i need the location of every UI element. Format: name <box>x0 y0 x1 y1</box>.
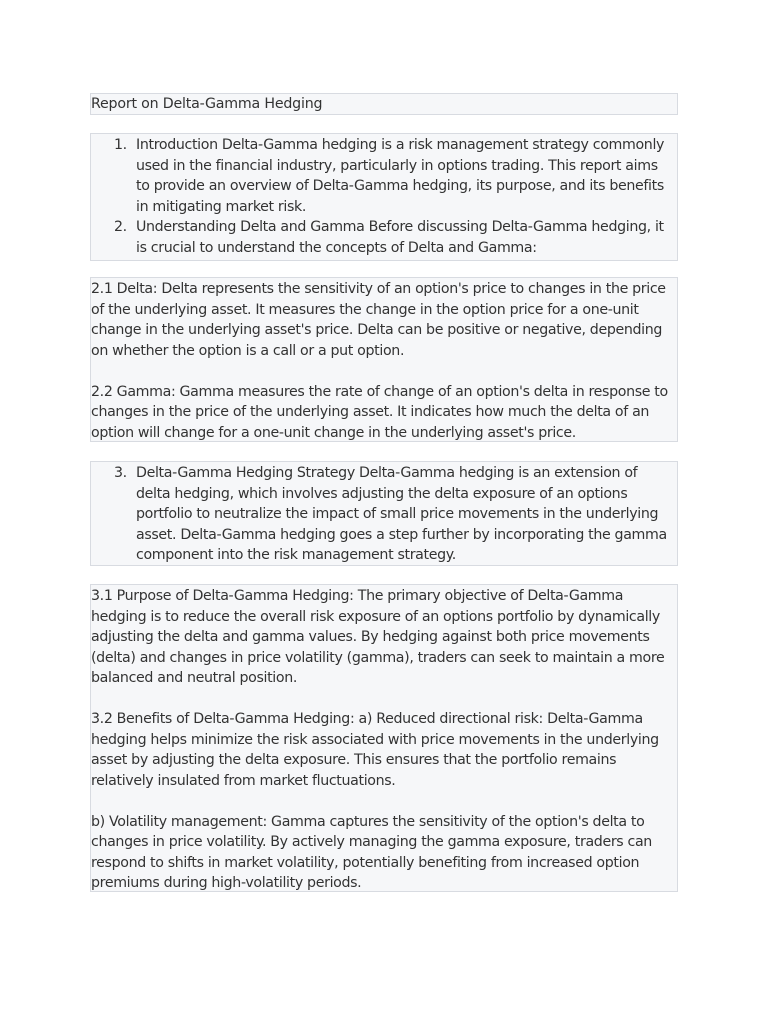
section-2-paragraph-box <box>90 277 678 442</box>
list-item-text: Understanding Delta and Gamma Before discussing Delta-Gamma hedging, it is crucial to understand the concepts of Delta and Gamma: <box>136 219 664 256</box>
list-item-strategy <box>114 463 671 566</box>
list-number: 1. <box>114 137 127 153</box>
section-3-list-box <box>90 461 678 566</box>
list-item-introduction <box>114 135 671 217</box>
volatility-paragraph: b) Volatility management: Gamma captures the sensitivity of the option's delta to changes in price volatility. By actively managing the gamma exposure, traders can respond to shifts in market volatility, potentially benefiting from increased option premiums during high-volatility periods. <box>91 813 652 891</box>
delta-paragraph: 2.1 Delta: Delta represents the sensitivity of an option's price to changes in the price of the underlying asset. It measures the change in the option price for a one-unit change in the underlying asset's price. Delta can be positive or negative, depending on whether the option is a call or a put option. <box>91 281 666 359</box>
list-item-understanding <box>114 217 671 258</box>
report-title: Report on Delta-Gamma Hedging <box>91 96 323 112</box>
report-title-box <box>90 93 678 115</box>
numbered-list-1 <box>114 135 671 258</box>
list-item-text: Delta-Gamma Hedging Strategy Delta-Gamma hedging is an extension of delta hedging, which involves adjusting the delta exposure of an options portfolio to neutralize the impact of small price movements in the underlying asset. Delta-Gamma hedging goes a step further by incorporating the gamma component into the risk management strategy. <box>136 465 667 563</box>
purpose-paragraph: 3.1 Purpose of Delta-Gamma Hedging: The primary objective of Delta-Gamma hedging is to reduce the overall risk exposure of an options portfolio by dynamically adjusting the delta and gamma values. By hedging against both price movements (delta) and changes in price volatility (gamma), traders can seek to maintain a more balanced and neutral position. <box>91 588 665 686</box>
section-3-paragraph-box <box>90 584 678 892</box>
list-item-text: Introduction Delta-Gamma hedging is a risk management strategy commonly used in the financial industry, particularly in options trading. This report aims to provide an overview of Delta-Gamma hedging, its purpose, and its benefits in mitigating market risk. <box>136 137 665 215</box>
section-1-list-box <box>90 133 678 261</box>
numbered-list-2 <box>114 463 671 566</box>
list-number: 2. <box>114 219 127 235</box>
gamma-paragraph: 2.2 Gamma: Gamma measures the rate of change of an option's delta in response to changes in the price of the underlying asset. It indicates how much the delta of an option will change for a one-unit change in the underlying asset's price. <box>91 383 668 441</box>
list-number: 3. <box>114 465 127 481</box>
benefits-paragraph: 3.2 Benefits of Delta-Gamma Hedging: a) Reduced directional risk: Delta-Gamma hedging helps minimize the risk associated with price movements in the underlying asset by adjusting the delta exposure. This ensures that the portfolio remains relatively insulated from market fluctuations. <box>91 711 659 789</box>
